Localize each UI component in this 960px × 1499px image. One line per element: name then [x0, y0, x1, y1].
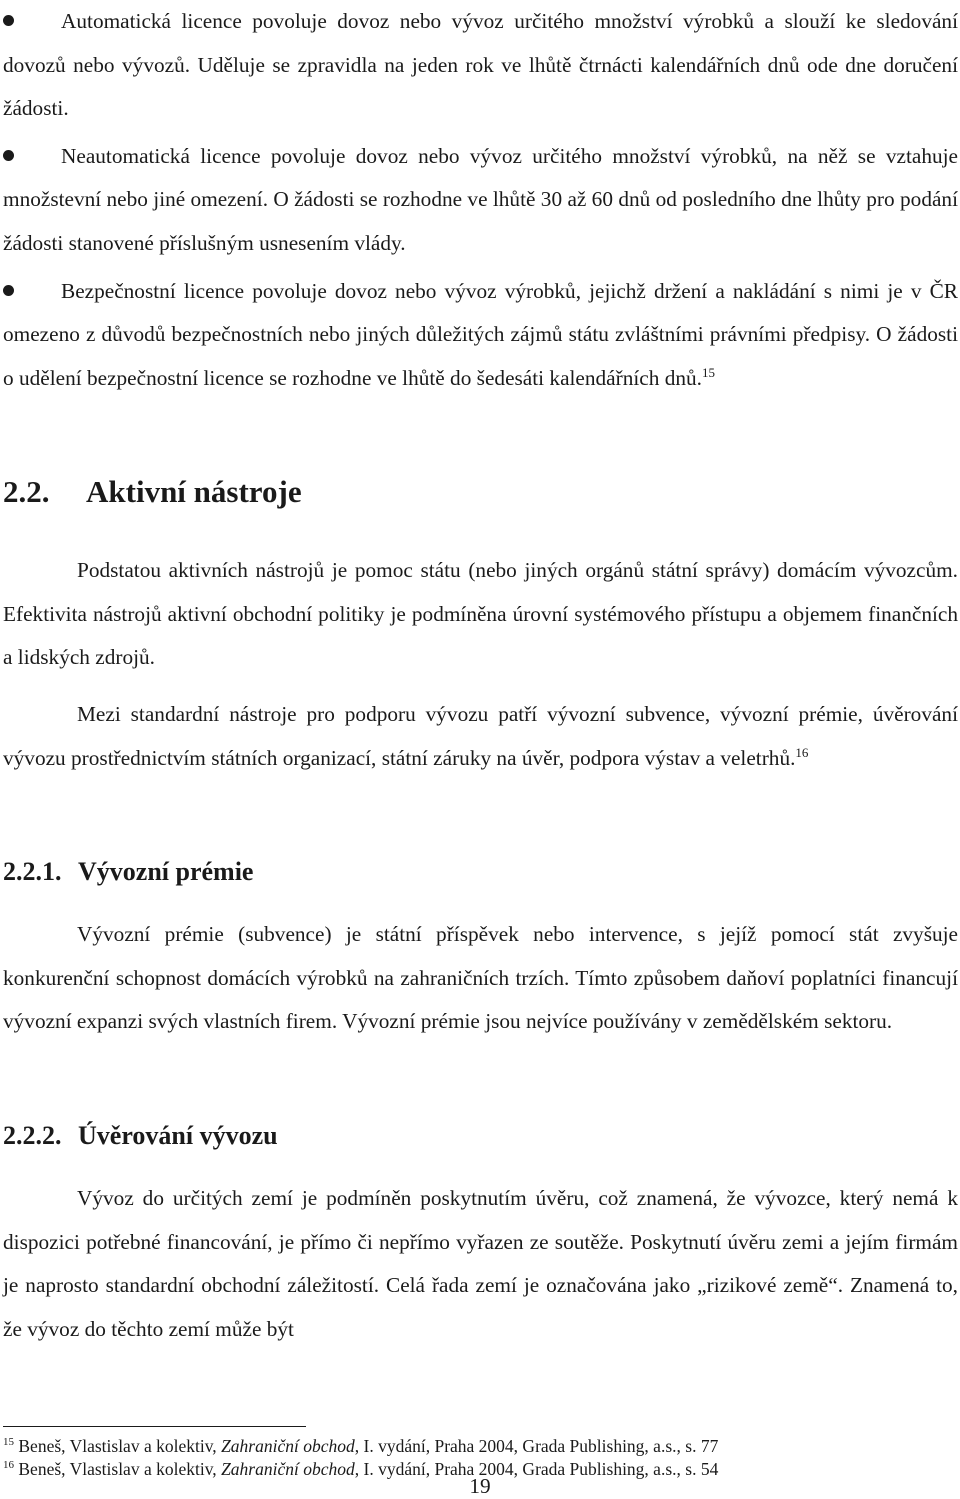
footnote-publication: , I. vydání, Praha 2004, Grada Publishing, a.s., s. 54: [354, 1459, 719, 1479]
bullet-text: Neautomatická licence povoluje dovoz nebo vývoz určitého množství výrobků, na něž se vztahuje množstevní nebo jiné omezení. O žádosti se rozhodne ve lhůtě 30 až 60 dnů od posledního dne lhůty pro podání žádosti stanovené příslušným usnesením vlády.: [3, 143, 958, 255]
heading-2-2-1: [3, 857, 253, 887]
bullet-dot-icon: [3, 150, 14, 161]
bullet-dot-icon: [3, 285, 14, 296]
paragraph-active-tools-intro: Podstatou aktivních nástrojů je pomoc státu (nebo jiných orgánů státní správy) domácím vývozcům. Efektivita nástrojů aktivní obchodní politiky je podmíněna úrovní systémového přístupu a objemem finančních a lidských zdrojů.: [3, 558, 958, 670]
bullet-security-licence: [3, 270, 958, 401]
footnote-author: Beneš, Vlastislav a kolektiv,: [18, 1459, 222, 1479]
paragraph-export-support-tools: [3, 693, 958, 780]
paragraph-export-credit: Vývoz do určitých zemí je podmíněn poskytnutím úvěru, což znamená, že vývozce, který nemá k dispozici potřebné financování, je přímo či nepřímo vyřazen ze soutěže. Poskytnutí úvěru zemi a jejím firmám je naprosto standardní obchodní záležitostí. Celá řada zemí je označována jako „rizikové země“. Znamená to, že vývoz do těchto zemí může být: [3, 1186, 958, 1341]
bullet-non-automatic-licence: [3, 135, 958, 266]
paragraph-text: Mezi standardní nástroje pro podporu vývozu patří vývozní subvence, vývozní prémie, úvěrování vývozu prostřednictvím státních organizací, státní záruky na úvěr, podpora výstav a veletrhů.: [3, 702, 958, 770]
footnote-ref-15[interactable]: 15: [702, 364, 715, 380]
heading-2-2-2: [3, 1121, 278, 1151]
footnote-ref-16[interactable]: 16: [795, 744, 809, 760]
footnote-number: 15: [3, 1436, 14, 1449]
footnote-author: Beneš, Vlastislav a kolektiv,: [18, 1436, 222, 1456]
heading-2-2: [3, 474, 302, 510]
heading-number: 2.2.1.: [3, 857, 62, 886]
licence-bullet-list: [3, 0, 958, 400]
footnote-15: [3, 1436, 718, 1456]
bullet-text: Bezpečnostní licence povoluje dovoz nebo vývoz výrobků, jejichž držení a nakládání s nimi je v ČR omezeno z důvodů bezpečnostních nebo jiných důležitých zájmů státu zvláštními právními předpisy. O žádosti o udělení bezpečnostní licence se rozhodne ve lhůtě do šedesáti kalendářních dnů.: [3, 278, 958, 390]
footnote-number: 16: [3, 1459, 14, 1472]
heading-title: Aktivní nástroje: [86, 474, 302, 509]
heading-title: Vývozní prémie: [78, 857, 254, 886]
footnote-separator: [3, 1426, 306, 1427]
page-number: 19: [469, 1474, 491, 1498]
heading-number: 2.2.2.: [3, 1121, 62, 1150]
heading-number: 2.2.: [3, 474, 50, 509]
heading-title: Úvěrování vývozu: [78, 1121, 278, 1150]
bullet-dot-icon: [3, 15, 14, 26]
footnote-book-title: Zahraniční obchod: [221, 1459, 355, 1479]
footnote-book-title: Zahraniční obchod: [221, 1436, 355, 1456]
footnote-publication: , I. vydání, Praha 2004, Grada Publishing, a.s., s. 77: [354, 1436, 719, 1456]
paragraph-export-premium: Vývozní prémie (subvence) je státní příspěvek nebo intervence, s jejíž pomocí stát zvyšuje konkurenční schopnost domácích výrobků na zahraničních trzích. Tímto způsobem daňoví poplatníci financují vývozní expanzi svých vlastních firem. Vývozní prémie jsou nejvíce používány v zemědělském sektoru.: [3, 922, 958, 1034]
bullet-automatic-licence: [3, 0, 958, 131]
bullet-text: Automatická licence povoluje dovoz nebo vývoz určitého množství výrobků a slouží ke sledování dovozů nebo vývozů. Uděluje se zpravidla na jeden rok ve lhůtě čtrnácti kalendářních dnů ode dne doručení žádosti.: [3, 9, 958, 121]
